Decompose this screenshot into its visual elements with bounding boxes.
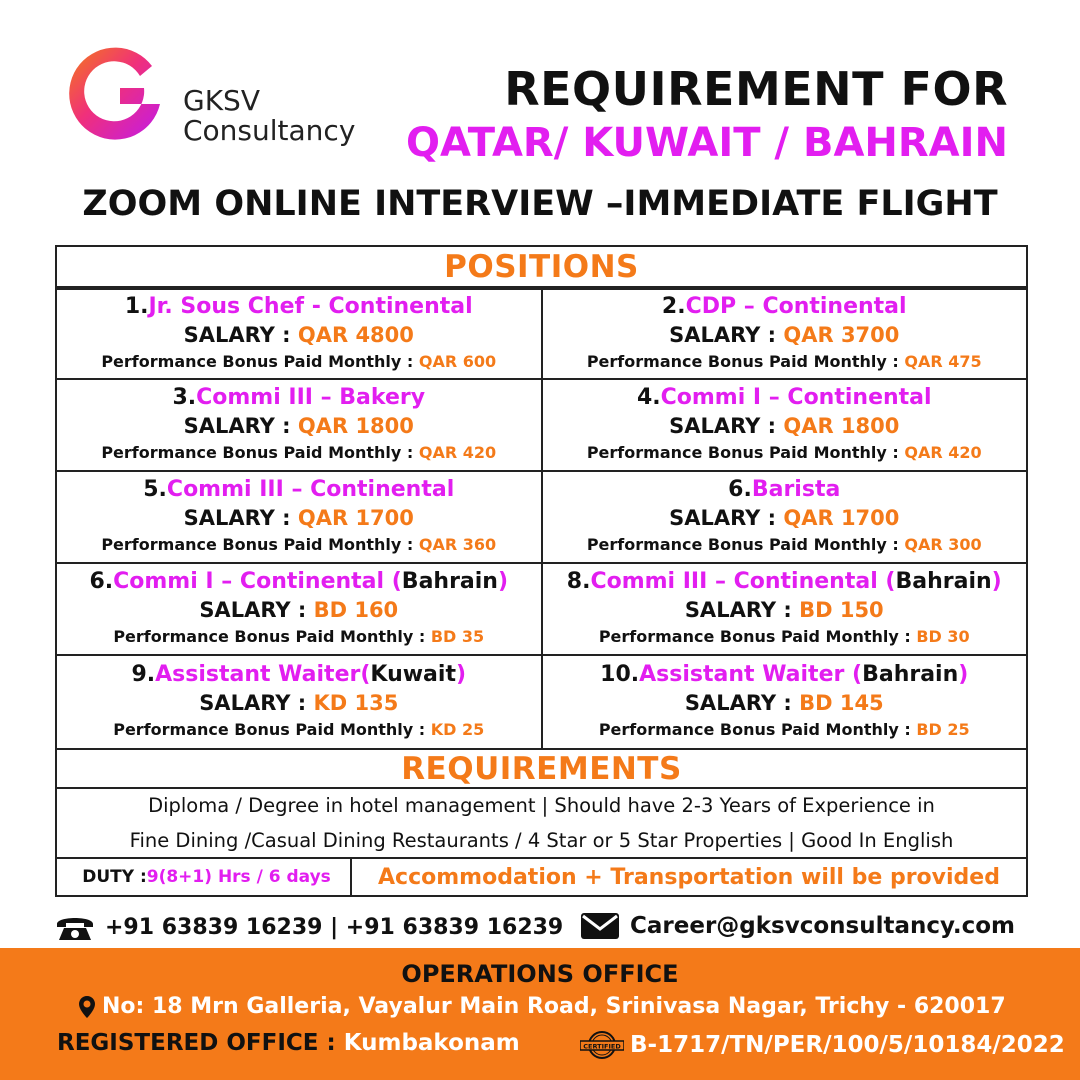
salary-label: SALARY : (199, 598, 314, 622)
position-title (567, 568, 1002, 596)
duty-label: DUTY : (82, 867, 147, 887)
salary-label: SALARY : (669, 506, 784, 530)
position-title (728, 476, 840, 504)
bonus-value: QAR 420 (904, 443, 982, 462)
position-title (637, 384, 932, 412)
positions-table (55, 245, 1028, 897)
position-title (172, 384, 425, 412)
salary-line (685, 689, 884, 717)
duty-row (57, 859, 1026, 895)
bonus-value: QAR 600 (418, 352, 497, 371)
salary-line (685, 596, 884, 624)
position-name: Barista (751, 477, 841, 502)
salary-value: QAR 1800 (297, 414, 414, 438)
accommodation-note: Accommodation + Transportation will be provided (378, 864, 1000, 890)
paren-open: ( (360, 662, 371, 687)
positions-heading: POSITIONS (57, 247, 1026, 288)
envelope-icon (580, 912, 620, 940)
position-name: Assistant Waiter (155, 662, 361, 687)
requirements-text (57, 789, 1026, 859)
telephone-icon (55, 912, 95, 942)
salary-value: QAR 4800 (297, 323, 414, 347)
position-number: 5. (143, 477, 167, 502)
positions-row (57, 472, 1026, 564)
position-title (600, 661, 968, 689)
bonus-value: QAR 420 (418, 443, 497, 462)
registered-value: Kumbakonam (343, 1030, 520, 1056)
salary-label: SALARY : (183, 414, 298, 438)
position-card (57, 290, 541, 378)
paren-open: ( (852, 662, 863, 687)
salary-line (669, 504, 899, 532)
salary-value: BD 150 (799, 598, 884, 622)
duty-value: 9(8+1) Hrs / 6 days (146, 867, 331, 887)
bonus-label: Performance Bonus Paid Monthly : (598, 627, 917, 646)
interview-subheading: ZOOM ONLINE INTERVIEW –IMMEDIATE FLIGHT (82, 184, 998, 224)
salary-line (184, 321, 414, 349)
position-card (57, 472, 541, 562)
position-number: 9. (131, 662, 156, 687)
phone-contact (55, 912, 563, 942)
registered-label: REGISTERED OFFICE : (57, 1030, 344, 1056)
license-number-line (580, 1030, 1065, 1060)
bonus-value: QAR 300 (904, 535, 982, 554)
position-title (131, 661, 466, 689)
bonus-line (101, 349, 496, 375)
position-name: CDP – Continental (685, 294, 907, 319)
operations-office-title: OPERATIONS OFFICE (401, 960, 679, 988)
position-number: 8. (566, 569, 591, 594)
position-number: 2. (661, 294, 686, 319)
brand-name (183, 86, 355, 146)
position-number: 6. (89, 569, 114, 594)
salary-value: QAR 1700 (783, 506, 900, 530)
paren-close: ) (958, 662, 969, 687)
bonus-line (587, 349, 982, 375)
bonus-line (101, 440, 496, 466)
position-name: Jr. Sous Chef - Continental (148, 294, 473, 319)
bonus-label: Performance Bonus Paid Monthly : (113, 627, 431, 646)
salary-line (669, 412, 899, 440)
bonus-line (599, 624, 970, 650)
requirements-heading: REQUIREMENTS (57, 748, 1026, 789)
salary-line (199, 689, 398, 717)
position-name: Commi III – Bakery (196, 385, 426, 410)
salary-label: SALARY : (199, 691, 314, 715)
bonus-value: QAR 475 (904, 352, 982, 371)
bonus-value: QAR 360 (418, 535, 497, 554)
position-region: Kuwait (370, 662, 456, 687)
position-number: 6. (728, 477, 752, 502)
position-number: 10. (600, 662, 640, 687)
position-card (57, 380, 541, 470)
bonus-label: Performance Bonus Paid Monthly : (101, 535, 419, 554)
salary-label: SALARY : (669, 414, 784, 438)
location-pin-icon (78, 995, 96, 1019)
salary-label: SALARY : (183, 323, 298, 347)
license-number: B-1717/TN/PER/100/5/10184/2022 (630, 1032, 1065, 1058)
brand-name-line2: Consultancy (183, 114, 356, 147)
bonus-value: BD 25 (916, 720, 970, 739)
requirements-line1: Diploma / Degree in hotel management | Should have 2-3 Years of Experience in (148, 794, 935, 817)
position-region: Bahrain (895, 569, 992, 594)
bonus-value: KD 25 (430, 720, 485, 739)
registered-office (57, 1030, 520, 1056)
bonus-label: Performance Bonus Paid Monthly : (586, 535, 905, 554)
bonus-label: Performance Bonus Paid Monthly : (101, 352, 419, 371)
salary-line (199, 596, 398, 624)
position-card (57, 564, 541, 654)
position-region: Bahrain (862, 662, 959, 687)
position-card (541, 472, 1027, 562)
position-card (541, 290, 1027, 378)
bonus-label: Performance Bonus Paid Monthly : (598, 720, 917, 739)
salary-value: BD 160 (313, 598, 399, 622)
salary-line (184, 504, 414, 532)
page-title: REQUIREMENT FOR (504, 62, 1008, 116)
duty-cell (57, 859, 352, 895)
position-number: 4. (636, 385, 661, 410)
position-card (541, 564, 1027, 654)
position-card (541, 656, 1027, 748)
salary-label: SALARY : (684, 691, 800, 715)
bonus-line (599, 717, 970, 743)
bonus-line (113, 717, 484, 743)
bonus-line (587, 440, 982, 466)
bonus-line (587, 532, 982, 558)
salary-label: SALARY : (183, 506, 298, 530)
countries-heading: QATAR/ KUWAIT / BAHRAIN (405, 120, 1008, 166)
position-number: 1. (124, 294, 149, 319)
paren-close: ) (497, 569, 509, 594)
positions-row (57, 656, 1026, 748)
bonus-label: Performance Bonus Paid Monthly : (586, 352, 905, 371)
position-card (541, 380, 1027, 470)
position-title (143, 476, 454, 504)
logo-icon (60, 42, 170, 152)
salary-value: QAR 3700 (783, 323, 900, 347)
salary-label: SALARY : (669, 323, 784, 347)
salary-value: QAR 1800 (783, 414, 900, 438)
position-name: Commi III – Continental (166, 477, 455, 502)
salary-value: QAR 1700 (297, 506, 414, 530)
email-address[interactable]: Career@gksvconsultancy.com (630, 913, 1016, 939)
paren-open: ( (391, 569, 402, 594)
paren-open: ( (885, 569, 896, 594)
salary-line (669, 321, 899, 349)
position-region: Bahrain (401, 569, 498, 594)
bonus-value: BD 35 (430, 627, 485, 646)
positions-row (57, 380, 1026, 472)
salary-label: SALARY : (684, 598, 800, 622)
bonus-line (113, 624, 484, 650)
salary-line (184, 412, 414, 440)
brand-name-line1: GKSV (183, 84, 260, 117)
email-contact (580, 912, 1015, 940)
seal-text: CERTIFIED (583, 1042, 621, 1051)
salary-value: BD 145 (799, 691, 884, 715)
position-title (662, 293, 907, 321)
position-card (57, 656, 541, 748)
phone-numbers[interactable]: +91 63839 16239 | +91 63839 16239 (105, 914, 564, 940)
positions-row (57, 564, 1026, 656)
position-name: Commi I – Continental (113, 569, 392, 594)
salary-value: KD 135 (313, 691, 399, 715)
position-title (89, 568, 508, 596)
operations-address (78, 994, 1006, 1019)
positions-grid (57, 288, 1026, 748)
position-number: 3. (172, 385, 197, 410)
paren-close: ) (455, 662, 467, 687)
bonus-line (101, 532, 496, 558)
position-name: Commi III – Continental (590, 569, 886, 594)
bonus-label: Performance Bonus Paid Monthly : (113, 720, 431, 739)
position-title (125, 293, 473, 321)
position-name: Commi I – Continental (660, 385, 932, 410)
certified-seal-icon (580, 1030, 624, 1060)
bonus-label: Performance Bonus Paid Monthly : (586, 443, 905, 462)
positions-row (57, 288, 1026, 380)
bonus-label: Performance Bonus Paid Monthly : (101, 443, 419, 462)
bonus-value: BD 30 (916, 627, 970, 646)
requirements-line2: Fine Dining /Casual Dining Restaurants / 4 Star or 5 Star Properties | Good In English (129, 829, 954, 852)
position-name: Assistant Waiter (639, 662, 853, 687)
paren-close: ) (991, 569, 1002, 594)
address-text: No: 18 Mrn Galleria, Vayalur Main Road, Srinivasa Nagar, Trichy - 620017 (102, 994, 1006, 1019)
